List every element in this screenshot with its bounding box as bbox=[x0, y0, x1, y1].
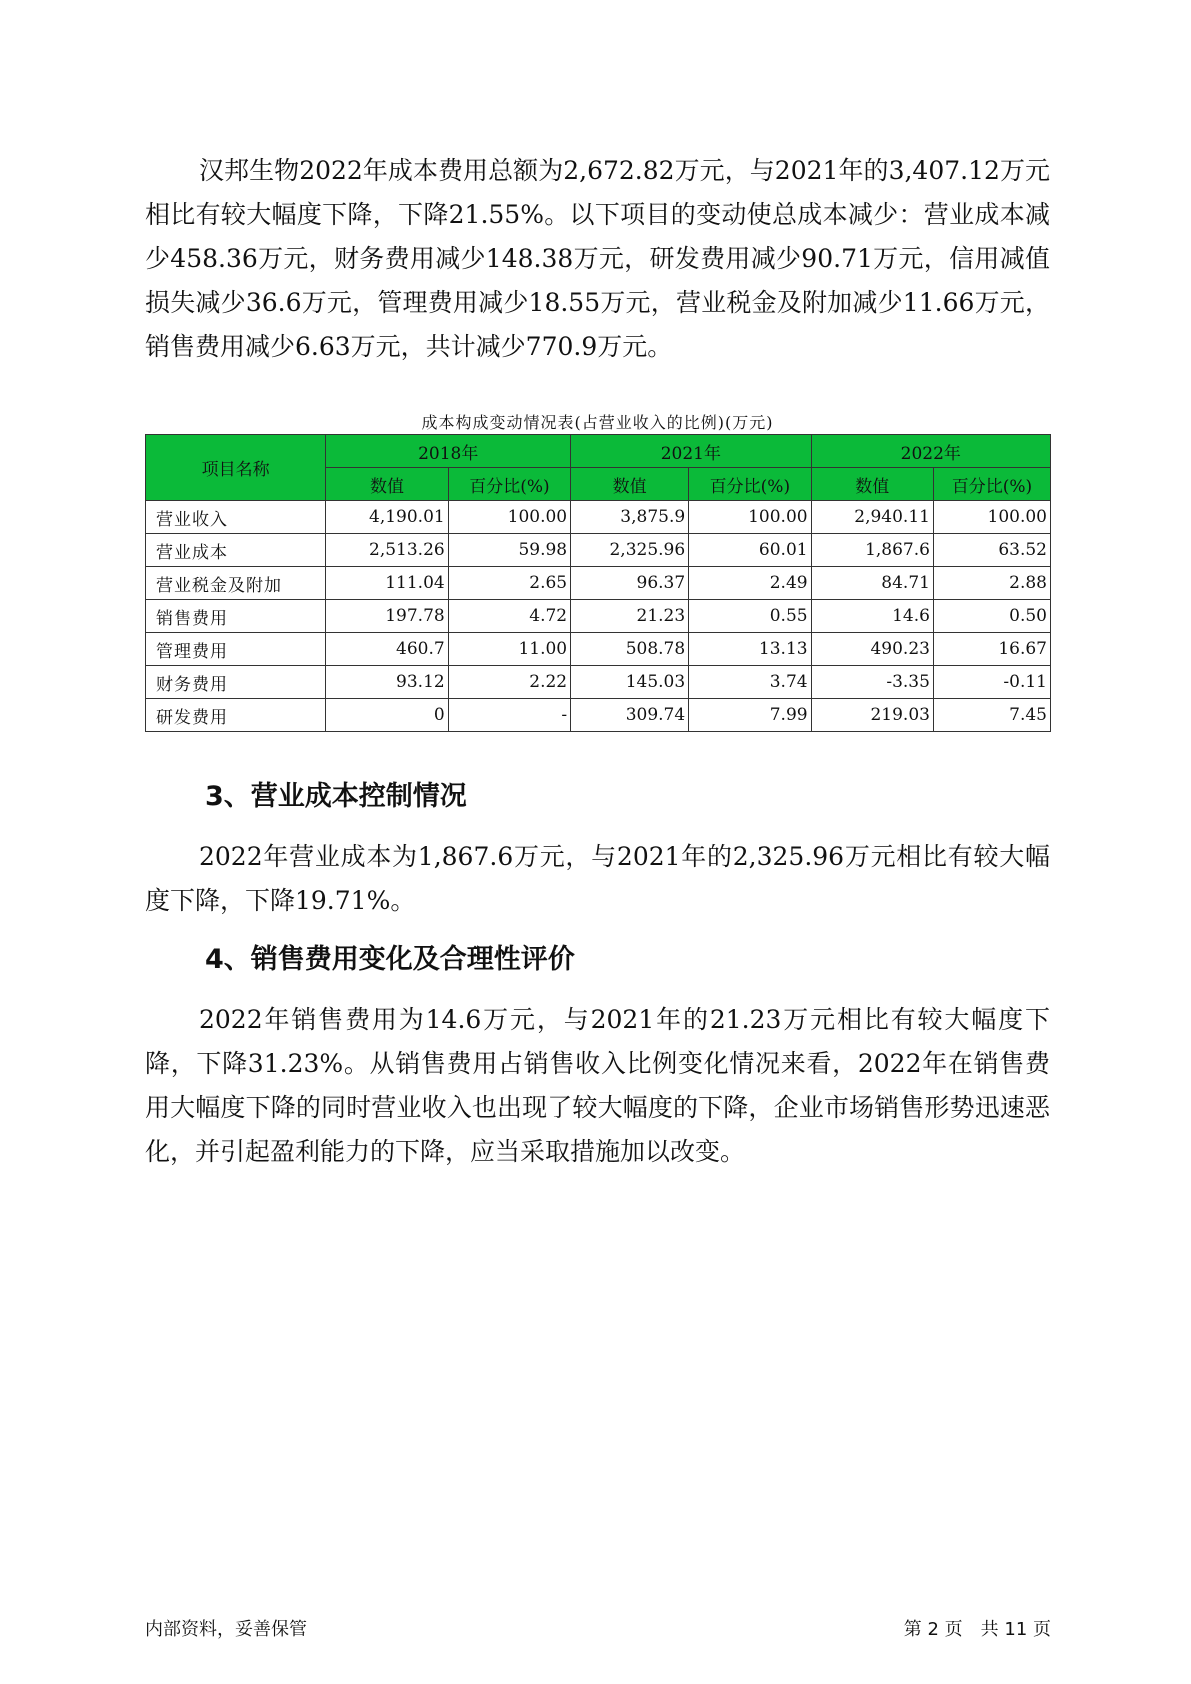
cell-percent: 59.98 bbox=[448, 534, 570, 567]
cell-value: 309.74 bbox=[571, 699, 689, 732]
cell-percent: 13.13 bbox=[689, 633, 811, 666]
cell-percent: 2.49 bbox=[689, 567, 811, 600]
cell-value: 2,325.96 bbox=[571, 534, 689, 567]
cell-value: 508.78 bbox=[571, 633, 689, 666]
cell-percent: 100.00 bbox=[933, 501, 1050, 534]
cell-value: 145.03 bbox=[571, 666, 689, 699]
footer-page-number: 第 2 页 共 11 页 bbox=[903, 1619, 1051, 1640]
subheader-value: 数值 bbox=[811, 468, 933, 501]
cell-percent: 2.65 bbox=[448, 567, 570, 600]
table-row bbox=[146, 666, 1051, 699]
cell-value: 490.23 bbox=[811, 633, 933, 666]
subheader-value: 数值 bbox=[571, 468, 689, 501]
cell-percent: -0.11 bbox=[933, 666, 1050, 699]
table-row bbox=[146, 534, 1051, 567]
subheader-percent: 百分比(%) bbox=[689, 468, 811, 501]
cell-percent: 2.22 bbox=[448, 666, 570, 699]
row-item-name: 营业成本 bbox=[146, 534, 326, 567]
cell-percent: 11.00 bbox=[448, 633, 570, 666]
header-year-2021: 2021年 bbox=[571, 435, 811, 468]
table-row bbox=[146, 600, 1051, 633]
cell-value: -3.35 bbox=[811, 666, 933, 699]
table-caption: 成本构成变动情况表(占营业收入的比例)(万元) bbox=[421, 413, 774, 432]
paragraph-cost-summary: 汉邦生物2022年成本费用总额为2,672.82万元，与2021年的3,407.12万元相比有较大幅度下降，下降21.55%。以下项目的变动使总成本减少：营业成本减少458.36万元，财务费用减少148.38万元，研发费用减少90.71万元，信用减值损失减少36.6万元，管理费用减少18.55万元，营业税金及附加减少11.66万元，销售费用减少6.63万元，共计减少770.9万元。 bbox=[145, 156, 1050, 361]
cell-value: 84.71 bbox=[811, 567, 933, 600]
cell-percent: 7.99 bbox=[689, 699, 811, 732]
row-item-name: 销售费用 bbox=[146, 600, 326, 633]
cell-value: 0 bbox=[326, 699, 448, 732]
cell-percent: 0.55 bbox=[689, 600, 811, 633]
row-item-name: 管理费用 bbox=[146, 633, 326, 666]
cell-percent: 60.01 bbox=[689, 534, 811, 567]
header-item-name: 项目名称 bbox=[146, 435, 326, 501]
table-row bbox=[146, 633, 1051, 666]
cell-value: 21.23 bbox=[571, 600, 689, 633]
cell-value: 14.6 bbox=[811, 600, 933, 633]
cell-percent: 3.74 bbox=[689, 666, 811, 699]
cell-value: 2,513.26 bbox=[326, 534, 448, 567]
cell-value: 111.04 bbox=[326, 567, 448, 600]
row-item-name: 财务费用 bbox=[146, 666, 326, 699]
cell-percent: 100.00 bbox=[448, 501, 570, 534]
cell-percent: 16.67 bbox=[933, 633, 1050, 666]
row-item-name: 营业税金及附加 bbox=[146, 567, 326, 600]
cell-percent: 100.00 bbox=[689, 501, 811, 534]
cell-value: 1,867.6 bbox=[811, 534, 933, 567]
paragraph-operating-cost: 2022年营业成本为1,867.6万元，与2021年的2,325.96万元相比有较大幅度下降，下降19.71%。 bbox=[145, 842, 1050, 915]
header-year-2018: 2018年 bbox=[326, 435, 571, 468]
section-heading-operating-cost: 3、营业成本控制情况 bbox=[205, 781, 467, 812]
table-row bbox=[146, 501, 1051, 534]
cell-value: 3,875.9 bbox=[571, 501, 689, 534]
table-row bbox=[146, 567, 1051, 600]
cell-value: 93.12 bbox=[326, 666, 448, 699]
table-row bbox=[146, 699, 1051, 732]
cell-value: 2,940.11 bbox=[811, 501, 933, 534]
cell-value: 197.78 bbox=[326, 600, 448, 633]
cell-percent: 2.88 bbox=[933, 567, 1050, 600]
paragraph-sales-expense: 2022年销售费用为14.6万元，与2021年的21.23万元相比有较大幅度下降，下降31.23%。从销售费用占销售收入比例变化情况来看，2022年在销售费用大幅度下降的同时营业收入也出现了较大幅度的下降，企业市场销售形势迅速恶化，并引起盈利能力的下降，应当采取措施加以改变。 bbox=[145, 1005, 1050, 1166]
footer-confidential-note: 内部资料，妥善保管 bbox=[145, 1619, 307, 1640]
subheader-percent: 百分比(%) bbox=[933, 468, 1050, 501]
cell-percent: 0.50 bbox=[933, 600, 1050, 633]
cell-value: 96.37 bbox=[571, 567, 689, 600]
header-year-2022: 2022年 bbox=[811, 435, 1050, 468]
cell-percent: 7.45 bbox=[933, 699, 1050, 732]
cost-structure-table bbox=[145, 434, 1051, 732]
cell-percent: - bbox=[448, 699, 570, 732]
cell-percent: 4.72 bbox=[448, 600, 570, 633]
cell-value: 219.03 bbox=[811, 699, 933, 732]
section-heading-sales-expense: 4、销售费用变化及合理性评价 bbox=[205, 944, 575, 975]
subheader-percent: 百分比(%) bbox=[448, 468, 570, 501]
subheader-value: 数值 bbox=[326, 468, 448, 501]
cell-value: 460.7 bbox=[326, 633, 448, 666]
row-item-name: 研发费用 bbox=[146, 699, 326, 732]
row-item-name: 营业收入 bbox=[146, 501, 326, 534]
cell-percent: 63.52 bbox=[933, 534, 1050, 567]
cell-value: 4,190.01 bbox=[326, 501, 448, 534]
